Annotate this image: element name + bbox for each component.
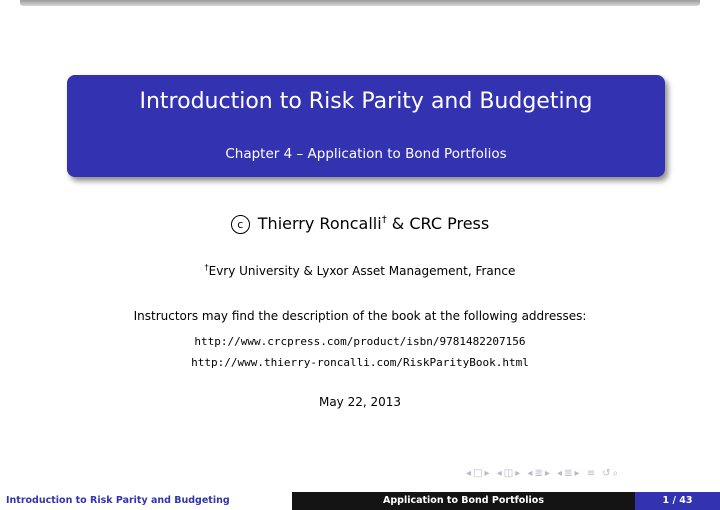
beamer-nav-bar[interactable] [466,468,706,482]
title-box [67,75,665,177]
author-suffix: & CRC Press [391,214,490,233]
author-name: Thierry Roncalli [257,214,382,233]
search-back-icon[interactable]: ↺ [602,468,613,479]
nav-next-icon[interactable]: ▸ [544,468,552,479]
top-rule [20,0,700,6]
search-icon[interactable]: ⌕ [612,468,621,479]
slide-title: Introduction to Risk Parity and Budgeting [139,89,593,114]
frame-icon[interactable]: □ [473,468,485,479]
subsection-icon[interactable]: ◫ [503,468,516,479]
author-line [0,214,720,234]
slide-date: May 22, 2013 [318,395,402,409]
author-mark: † [381,214,387,226]
align-icon[interactable]: ≡ [586,468,598,479]
footer-chapter-title: Application to Bond Portfolios [292,492,635,510]
footer-page-number: 1 / 43 [635,492,720,510]
affiliation-text: Evry University & Lyxor Asset Management, France [208,264,516,278]
nav-next-icon[interactable]: ▸ [515,468,523,479]
footer-bar [0,492,720,510]
copyright-icon: c [231,215,250,234]
footer-book-title: Introduction to Risk Parity and Budgeting [0,492,292,510]
nav-prev-icon[interactable]: ◂ [557,468,565,479]
nav-next-icon[interactable]: ▸ [574,468,582,479]
affiliation-mark: † [204,263,209,272]
url-roncalli[interactable]: http://www.thierry-roncalli.com/RiskParityBook.html [191,356,529,369]
instructors-note: Instructors may find the description of the book at the following addresses: [133,309,587,323]
presentation-icon[interactable]: ≣ [564,468,575,479]
section-icon[interactable]: ≣ [534,468,545,479]
nav-prev-icon[interactable]: ◂ [466,468,474,479]
affiliation [0,263,720,278]
nav-prev-icon[interactable]: ◂ [496,468,504,479]
url-crcpress[interactable]: http://www.crcpress.com/product/isbn/9781482207156 [194,335,526,348]
nav-prev-icon[interactable]: ◂ [527,468,535,479]
nav-next-icon[interactable]: ▸ [484,468,492,479]
slide-subtitle: Chapter 4 – Application to Bond Portfolios [225,146,507,162]
